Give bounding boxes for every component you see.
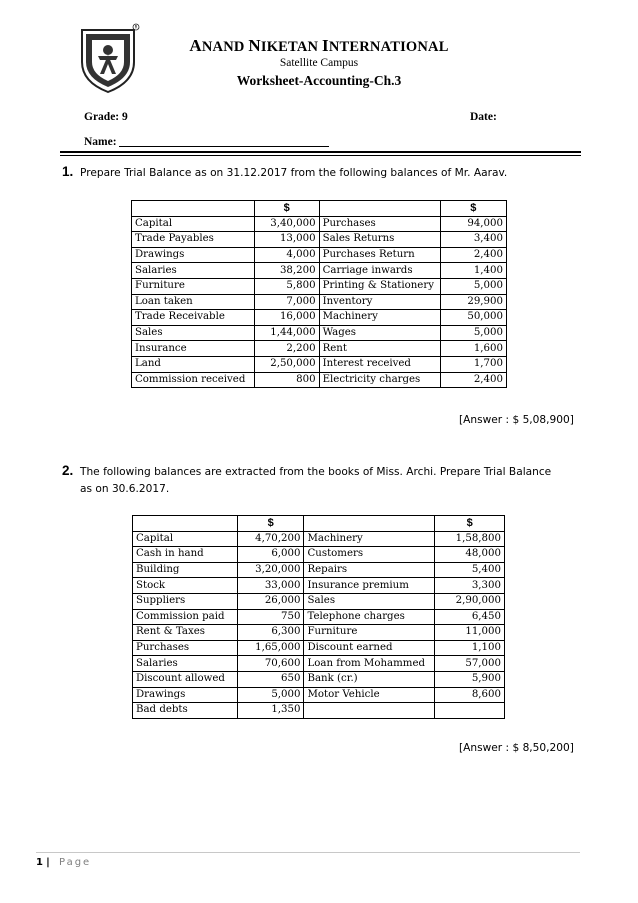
campus-name: Satellite Campus xyxy=(279,57,359,69)
account-amount: 2,50,000 xyxy=(254,356,319,372)
empty-header-cell xyxy=(304,516,435,532)
page-label: Page xyxy=(59,857,92,868)
table-row xyxy=(133,656,505,672)
header-divider xyxy=(60,151,581,153)
account-name: Sales xyxy=(132,325,255,341)
account-amount: 4,000 xyxy=(254,247,319,263)
account-name: Trade Receivable xyxy=(132,310,255,326)
account-name: Purchases Return xyxy=(319,247,440,263)
account-amount: 5,800 xyxy=(254,278,319,294)
trial-balance-table-2 xyxy=(132,515,505,719)
account-amount: 94,000 xyxy=(440,216,506,232)
account-amount: 6,000 xyxy=(237,547,304,563)
account-name: Furniture xyxy=(304,625,435,641)
trial-balance-table-1 xyxy=(131,200,507,388)
table-row xyxy=(133,687,505,703)
account-amount: 1,700 xyxy=(440,356,506,372)
empty-header-cell xyxy=(132,201,255,217)
account-name: Rent xyxy=(319,341,440,357)
account-name: Interest received xyxy=(319,356,440,372)
account-name: Bank (cr.) xyxy=(304,671,435,687)
currency-header: $ xyxy=(237,516,304,532)
account-name: Drawings xyxy=(133,687,238,703)
footer-divider xyxy=(36,852,580,853)
table-header-row xyxy=(133,516,505,532)
account-amount: 13,000 xyxy=(254,232,319,248)
account-amount: 8,600 xyxy=(435,687,505,703)
account-amount: 11,000 xyxy=(435,625,505,641)
table-row xyxy=(133,671,505,687)
question-text-line-2: as on 30.6.2017. xyxy=(80,483,170,495)
account-amount: 750 xyxy=(237,609,304,625)
account-amount: 3,20,000 xyxy=(237,562,304,578)
table-row xyxy=(132,232,507,248)
account-amount: 2,400 xyxy=(440,372,506,388)
account-amount: 1,400 xyxy=(440,263,506,279)
school-name: ANAND NIKETAN INTERNATIONAL xyxy=(189,36,449,55)
account-name: Repairs xyxy=(304,562,435,578)
account-amount: 4,70,200 xyxy=(237,531,304,547)
account-amount: 1,44,000 xyxy=(254,325,319,341)
account-name: Machinery xyxy=(319,310,440,326)
account-amount: 5,000 xyxy=(440,325,506,341)
account-name: Drawings xyxy=(132,247,255,263)
table-row xyxy=(132,294,507,310)
account-amount: 1,350 xyxy=(237,703,304,719)
account-amount: 3,400 xyxy=(440,232,506,248)
question-number: 1. xyxy=(62,164,74,179)
account-name: Wages xyxy=(319,325,440,341)
account-amount: 5,900 xyxy=(435,671,505,687)
account-amount: 1,600 xyxy=(440,341,506,357)
account-name: Inventory xyxy=(319,294,440,310)
account-name: Electricity charges xyxy=(319,372,440,388)
table-row xyxy=(132,372,507,388)
answer-1: [Answer : $ 5,08,900] xyxy=(459,414,574,426)
header-divider-thin xyxy=(60,155,581,156)
account-name xyxy=(304,703,435,719)
account-amount: 5,400 xyxy=(435,562,505,578)
page-footer xyxy=(36,857,91,868)
table-row xyxy=(132,325,507,341)
account-name: Motor Vehicle xyxy=(304,687,435,703)
account-name: Discount earned xyxy=(304,640,435,656)
table-row xyxy=(133,593,505,609)
page-separator: | xyxy=(46,857,50,868)
account-name: Bad debts xyxy=(133,703,238,719)
account-amount: 6,300 xyxy=(237,625,304,641)
account-amount: 33,000 xyxy=(237,578,304,594)
account-amount: 2,400 xyxy=(440,247,506,263)
account-amount: 1,65,000 xyxy=(237,640,304,656)
account-name: Capital xyxy=(132,216,255,232)
name-blank-line xyxy=(119,146,329,147)
table-row xyxy=(133,609,505,625)
table-row xyxy=(133,531,505,547)
account-name: Loan taken xyxy=(132,294,255,310)
page-number: 1 xyxy=(36,857,43,868)
empty-header-cell xyxy=(319,201,440,217)
table-row xyxy=(132,247,507,263)
account-name: Land xyxy=(132,356,255,372)
svg-text:R: R xyxy=(134,24,138,30)
account-name: Printing & Stationery xyxy=(319,278,440,294)
account-amount: 29,900 xyxy=(440,294,506,310)
table-row xyxy=(132,341,507,357)
account-amount: 57,000 xyxy=(435,656,505,672)
table-row xyxy=(133,578,505,594)
account-name: Carriage inwards xyxy=(319,263,440,279)
question-2 xyxy=(62,462,582,498)
account-name: Loan from Mohammed xyxy=(304,656,435,672)
account-name: Discount allowed xyxy=(133,671,238,687)
account-name: Sales Returns xyxy=(319,232,440,248)
account-name: Salaries xyxy=(132,263,255,279)
account-name: Commission received xyxy=(132,372,255,388)
account-name: Capital xyxy=(133,531,238,547)
account-amount: 6,450 xyxy=(435,609,505,625)
account-amount: 26,000 xyxy=(237,593,304,609)
question-text-line-1: The following balances are extracted from the books of Miss. Archi. Prepare Trial Balance xyxy=(80,466,552,478)
table-row xyxy=(132,278,507,294)
table-row xyxy=(133,625,505,641)
account-name: Customers xyxy=(304,547,435,563)
account-amount: 38,200 xyxy=(254,263,319,279)
account-name: Furniture xyxy=(132,278,255,294)
account-amount: 3,300 xyxy=(435,578,505,594)
table-row xyxy=(132,310,507,326)
account-name: Purchases xyxy=(133,640,238,656)
account-name: Purchases xyxy=(319,216,440,232)
question-1 xyxy=(62,163,507,182)
currency-header: $ xyxy=(254,201,319,217)
name-field xyxy=(84,136,329,148)
account-name: Telephone charges xyxy=(304,609,435,625)
account-amount: 3,40,000 xyxy=(254,216,319,232)
account-name: Commission paid xyxy=(133,609,238,625)
table-row xyxy=(133,547,505,563)
table-row xyxy=(133,640,505,656)
account-name: Machinery xyxy=(304,531,435,547)
account-amount: 48,000 xyxy=(435,547,505,563)
account-name: Insurance xyxy=(132,341,255,357)
account-name: Building xyxy=(133,562,238,578)
account-amount: 16,000 xyxy=(254,310,319,326)
name-label: Name: xyxy=(84,136,117,148)
currency-header: $ xyxy=(435,516,505,532)
account-name: Salaries xyxy=(133,656,238,672)
account-amount: 2,90,000 xyxy=(435,593,505,609)
table-row xyxy=(132,356,507,372)
account-name: Insurance premium xyxy=(304,578,435,594)
account-amount: 50,000 xyxy=(440,310,506,326)
account-name: Cash in hand xyxy=(133,547,238,563)
account-amount: 2,200 xyxy=(254,341,319,357)
account-name: Stock xyxy=(133,578,238,594)
account-amount: 650 xyxy=(237,671,304,687)
table-row xyxy=(133,562,505,578)
account-amount: 5,000 xyxy=(237,687,304,703)
grade-label: Grade: 9 xyxy=(84,111,128,123)
worksheet-title: Worksheet-Accounting-Ch.3 xyxy=(236,73,402,88)
table-row xyxy=(132,216,507,232)
question-text: Prepare Trial Balance as on 31.12.2017 from the following balances of Mr. Aarav. xyxy=(80,167,508,179)
question-number: 2. xyxy=(62,463,74,478)
table-header-row xyxy=(132,201,507,217)
account-amount: 800 xyxy=(254,372,319,388)
account-amount: 7,000 xyxy=(254,294,319,310)
table-row xyxy=(133,703,505,719)
empty-header-cell xyxy=(133,516,238,532)
account-name: Sales xyxy=(304,593,435,609)
account-amount: 5,000 xyxy=(440,278,506,294)
account-name: Trade Payables xyxy=(132,232,255,248)
account-amount: 1,100 xyxy=(435,640,505,656)
account-amount xyxy=(435,703,505,719)
table-row xyxy=(132,263,507,279)
account-amount: 70,600 xyxy=(237,656,304,672)
date-label: Date: xyxy=(470,111,497,123)
account-name: Suppliers xyxy=(133,593,238,609)
account-amount: 1,58,800 xyxy=(435,531,505,547)
currency-header: $ xyxy=(440,201,506,217)
account-name: Rent & Taxes xyxy=(133,625,238,641)
answer-2: [Answer : $ 8,50,200] xyxy=(459,742,574,754)
